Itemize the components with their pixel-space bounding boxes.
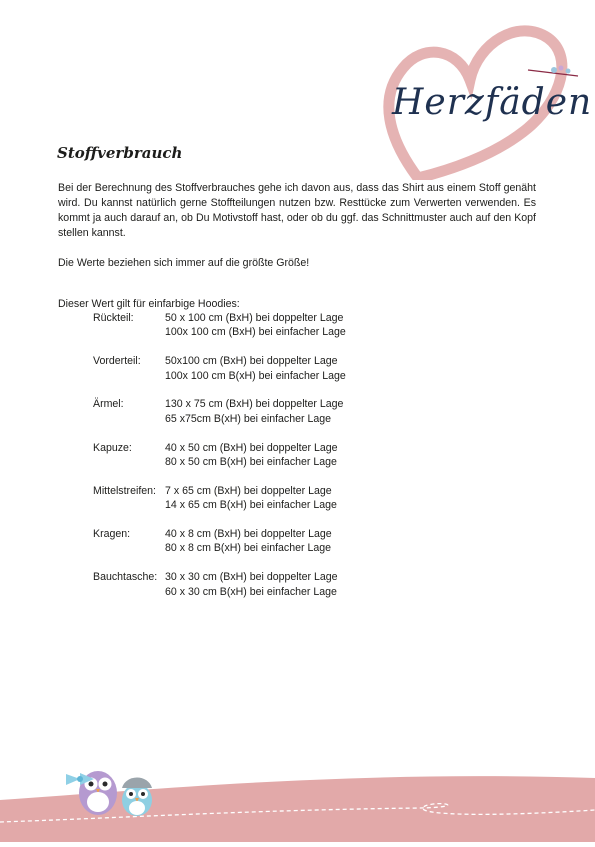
item-value: 40 x 50 cm (BxH) bei doppelter Lage — [165, 441, 338, 454]
item-label: Vorderteil: — [93, 355, 141, 368]
item-value: 7 x 65 cm (BxH) bei doppelter Lage — [165, 484, 332, 497]
footer-band — [0, 760, 595, 842]
intro-paragraph: Bei der Berechnung des Stoffverbrauches gehe ich davon aus, dass das Shirt aus einem Stoff genäht wird. Du kannst natürlich gerne Stoffteilungen nutzen bzw. Resttücke zum Verwerten verwenden. Es kommt ja auch darauf an, ob Du Motivstoff hast, oder ob du ggf. das Schnittmuster auch auf den Kopf stellen kannst. — [58, 182, 536, 239]
section-title: Stoffverbrauch — [57, 144, 183, 162]
list-item — [93, 484, 393, 513]
item-label: Kragen: — [93, 528, 131, 541]
item-value: 100x 100 cm (BxH) bei einfacher Lage — [165, 326, 346, 339]
list-intro: Dieser Wert gilt für einfarbige Hoodies: — [58, 298, 240, 310]
owl-boy-icon — [122, 778, 152, 817]
footer-decoration — [0, 760, 595, 842]
item-label: Rückteil: — [93, 312, 134, 324]
item-label: Kapuze: — [93, 441, 132, 454]
item-value: 130 x 75 cm (BxH) bei doppelter Lage — [165, 398, 344, 411]
item-label: Mittelstreifen: — [93, 484, 156, 497]
item-value: 50x100 cm (BxH) bei doppelter Lage — [165, 355, 338, 368]
item-value: 50 x 100 cm (BxH) bei doppelter Lage — [165, 312, 344, 324]
list-item — [93, 527, 393, 556]
item-value: 60 x 30 cm B(xH) bei einfacher Lage — [165, 585, 337, 598]
item-value: 14 x 65 cm B(xH) bei einfacher Lage — [165, 499, 337, 512]
list-item — [93, 354, 393, 383]
fabric-list — [93, 311, 393, 613]
item-label: Bauchtasche: — [93, 571, 158, 584]
item-label: Ärmel: — [93, 398, 124, 411]
list-item — [93, 570, 393, 599]
item-value: 30 x 30 cm (BxH) bei doppelter Lage — [165, 571, 338, 584]
item-value: 80 x 50 cm B(xH) bei einfacher Lage — [165, 456, 337, 469]
brand-logo — [378, 18, 593, 180]
list-item — [93, 311, 393, 340]
size-note: Die Werte beziehen sich immer auf die größte Größe! — [58, 257, 310, 269]
item-value: 100x 100 cm B(xH) bei einfacher Lage — [165, 369, 346, 382]
list-item — [93, 397, 393, 426]
list-item — [93, 441, 393, 470]
item-value: 40 x 8 cm (BxH) bei doppelter Lage — [165, 528, 332, 541]
item-value: 80 x 8 cm B(xH) bei einfacher Lage — [165, 542, 332, 555]
item-value: 65 x75cm B(xH) bei einfacher Lage — [165, 412, 332, 425]
logo-text: Herzfäden — [392, 82, 593, 123]
